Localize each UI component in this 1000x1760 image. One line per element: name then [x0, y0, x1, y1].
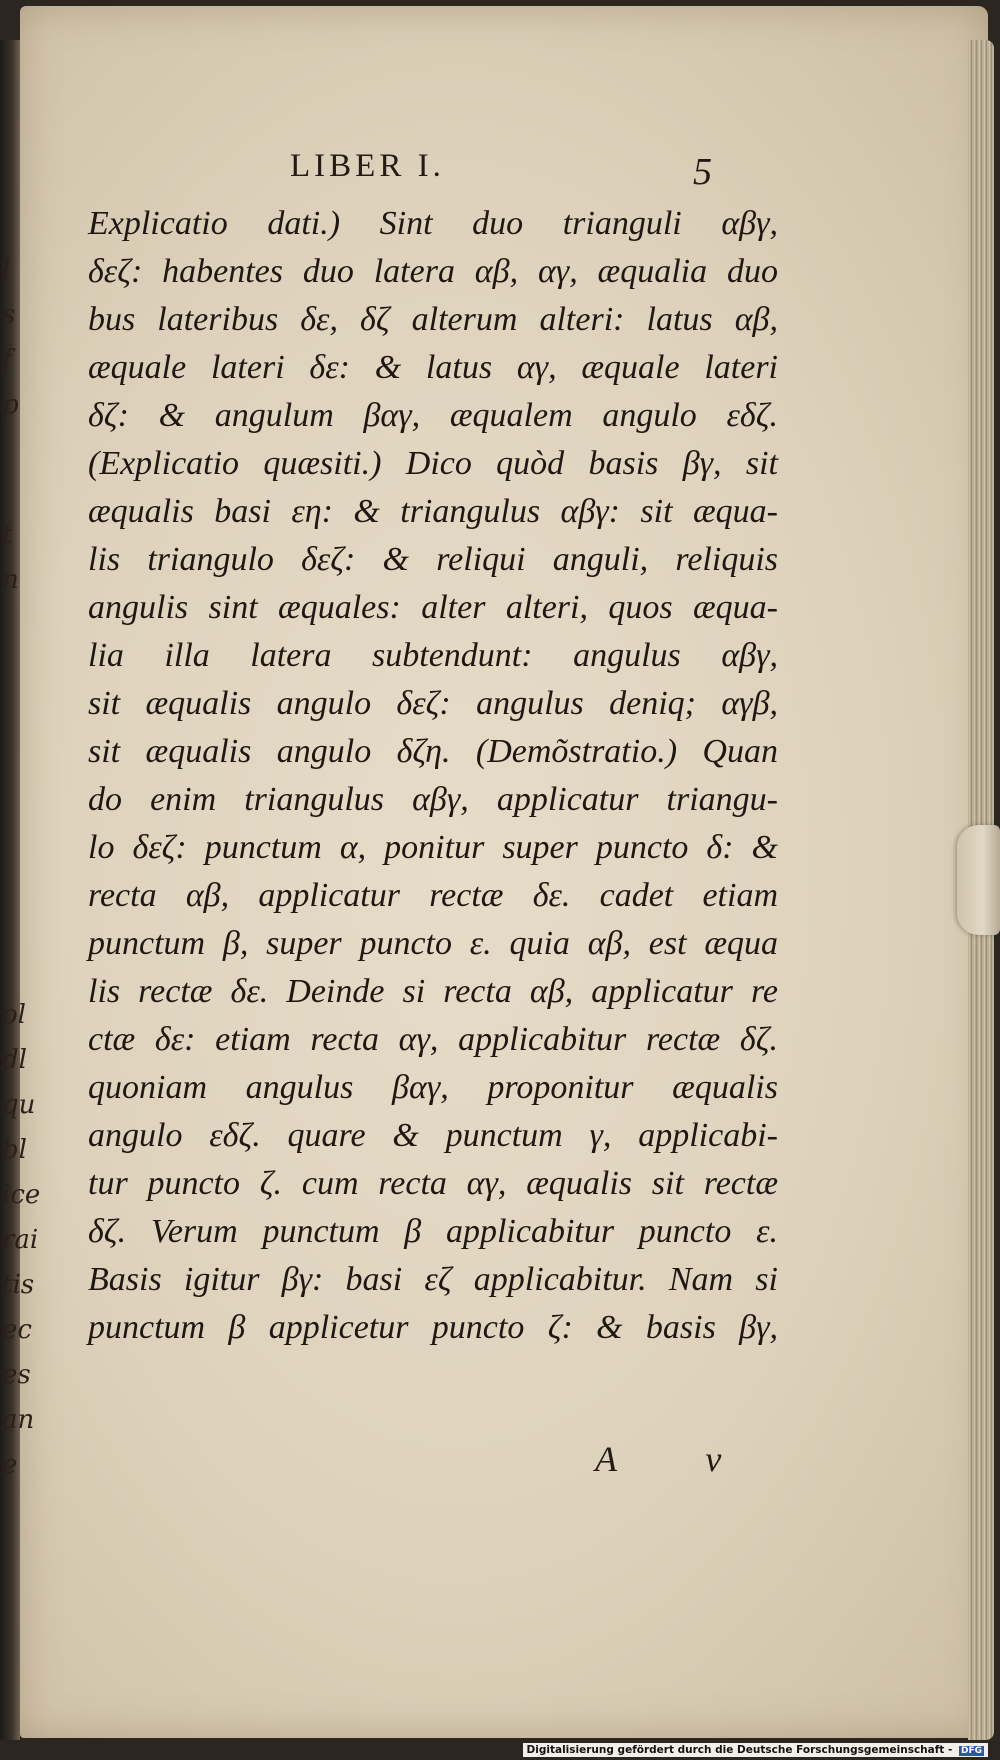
bleed-glyph: ice: [2, 1180, 41, 1210]
page-number: 5: [693, 151, 712, 193]
bleed-glyph: rai: [2, 1225, 39, 1255]
text-line: (Explicatio quæsiti.) Dico quòd basis βγ, sit: [88, 445, 778, 482]
text-line: do enim triangulus αβγ, applicatur triangu-: [88, 781, 778, 818]
bleed-glyph: p: [2, 390, 19, 420]
bleed-glyph: ol: [2, 1000, 26, 1030]
text-line: angulis sint æquales: alter alteri, quos æqua-: [88, 589, 778, 626]
text-line: δζ. Verum punctum β applicabitur puncto ε.: [88, 1213, 778, 1250]
body-text: [88, 200, 778, 1352]
credit-text: Digitalisierung gefördert durch die Deutsche Forschungsgemeinschaft -: [526, 1744, 953, 1756]
text-line: æquale lateri δε: & latus αγ, æquale lateri: [88, 349, 778, 386]
bleed-glyph: s: [2, 300, 16, 330]
bleed-glyph: es: [2, 1360, 31, 1390]
text-line: bus lateribus δε, δζ alterum alteri: latus αβ,: [88, 301, 778, 338]
bleed-glyph: ec: [2, 1315, 32, 1345]
text-line: lis rectæ δε. Deinde si recta αβ, applicatur re: [88, 973, 778, 1010]
bleed-glyph: bl: [2, 1135, 27, 1165]
bleed-glyph: n: [2, 565, 19, 595]
text-line: æqualis basi εη: & triangulus αβγ: sit æqua-: [88, 493, 778, 530]
text-line: punctum β applicetur puncto ζ: & basis βγ,: [88, 1309, 778, 1346]
text-line: ctæ δε: etiam recta αγ, applicabitur rectæ δζ.: [88, 1021, 778, 1058]
text-line: sit æqualis angulo δζη. (Demõstratio.) Quan: [88, 733, 778, 770]
bleed-glyph: f: [2, 345, 12, 375]
text-line: lo δεζ: punctum α, ponitur super puncto δ: &: [88, 829, 778, 866]
text-line: δζ: & angulum βαγ, æqualem angulo εδζ.: [88, 397, 778, 434]
signature-mark: A v: [595, 1439, 762, 1479]
bleed-glyph: l: [2, 255, 11, 285]
running-header: LIBER I.: [290, 148, 445, 184]
text-line: Basis igitur βγ: basi εζ applicabitur. Nam si: [88, 1261, 778, 1298]
bleed-glyph: t: [2, 520, 13, 550]
bleed-glyph: dl: [2, 1045, 27, 1075]
text-line: Explicatio dati.) Sint duo trianguli αβγ,: [88, 205, 778, 242]
text-line: quoniam angulus βαγ, proponitur æqualis: [88, 1069, 778, 1106]
digitization-credit: [523, 1743, 988, 1757]
bleed-glyph: tis: [2, 1270, 35, 1300]
text-line: lis triangulo δεζ: & reliqui anguli, reliquis: [88, 541, 778, 578]
text-line: punctum β, super puncto ε. quia αβ, est æqua: [88, 925, 778, 962]
bleed-glyph: an: [2, 1405, 35, 1435]
dfg-logo: DFG: [960, 1746, 982, 1756]
previous-page-bleed: [0, 0, 41, 1760]
bleed-glyph: qu: [2, 1090, 36, 1120]
page-marker-tab: [957, 825, 1000, 935]
text-line: tur puncto ζ. cum recta αγ, æqualis sit rectæ: [88, 1165, 778, 1202]
text-line: lia illa latera subtendunt: angulus αβγ,: [88, 637, 778, 674]
bleed-glyph: e: [2, 1450, 18, 1480]
text-line: sit æqualis angulo δεζ: angulus deniq; αγβ,: [88, 685, 778, 722]
text-line: angulo εδζ. quare & punctum γ, applicabi-: [88, 1117, 778, 1154]
text-line: δεζ: habentes duo latera αβ, αγ, æqualia duo: [88, 253, 778, 290]
text-line: recta αβ, applicatur rectæ δε. cadet etiam: [88, 877, 778, 914]
